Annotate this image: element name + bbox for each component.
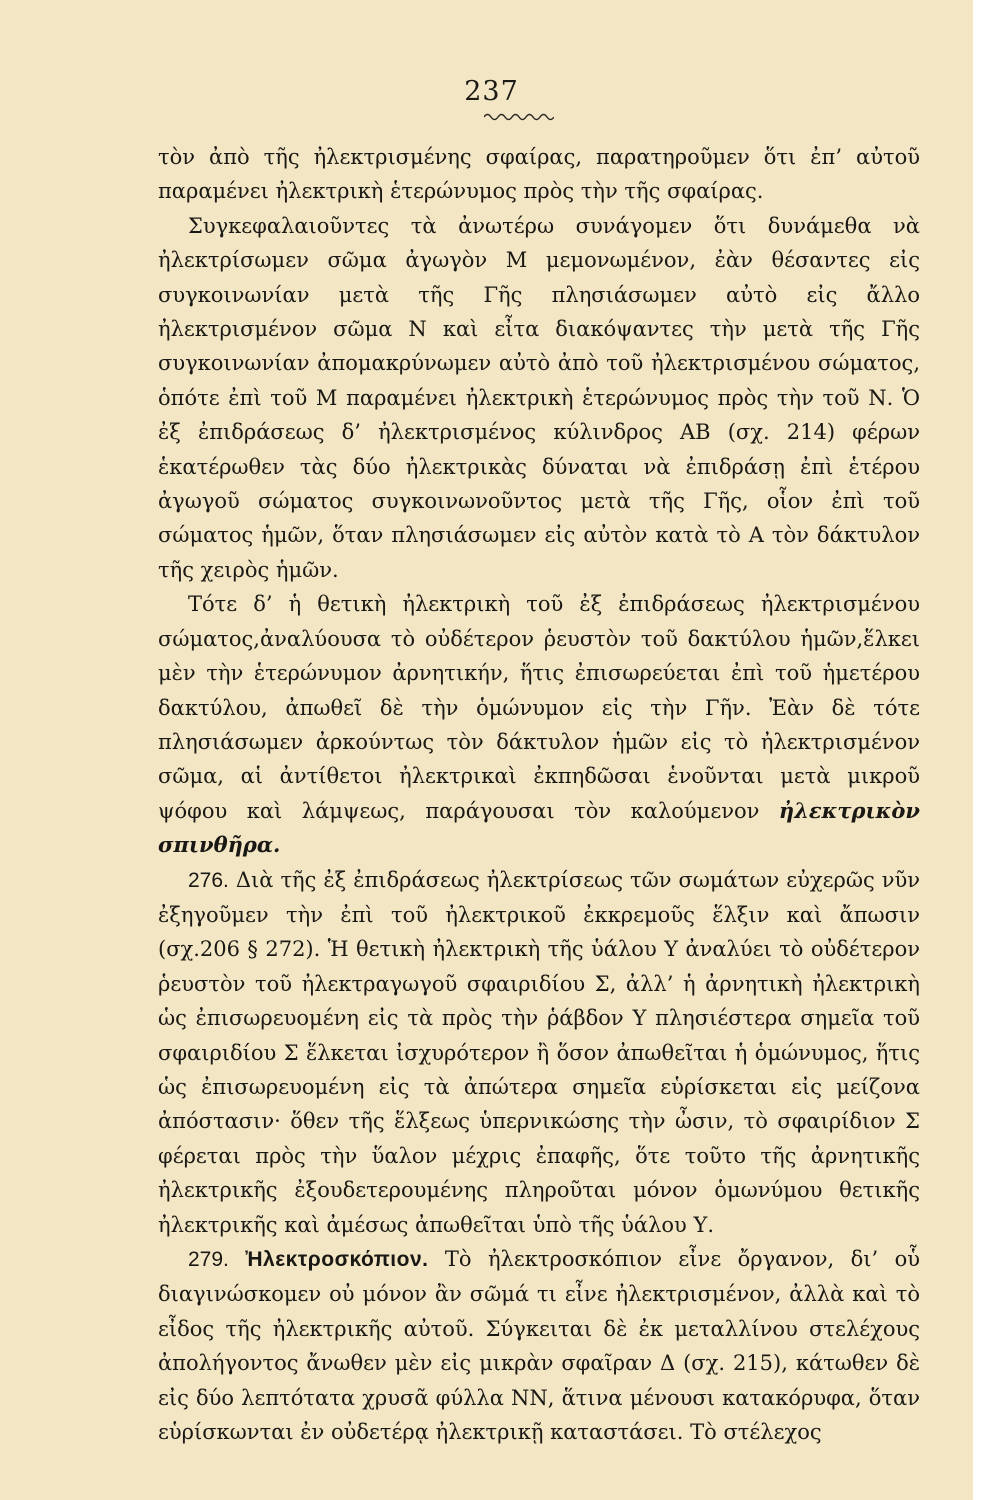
body-text <box>158 140 920 1449</box>
paragraph-text: Τὸ ἠλεκτροσκόπιον εἶνε ὄργανον, δι’ οὗ διαγινώσκομεν οὐ μόνον ἂν σῶμά τι εἶνε ἠλεκτρισμένον, ἀλλὰ καὶ τὸ εἶδος τῆς ἠλεκτρικῆς αὐτοῦ. Σύγκειται δὲ ἐκ μεταλλίνου στελέχους ἀπολήγοντος ἄνωθεν μὲν εἰς μικρὰν σφαῖραν Δ (σχ. 215), κάτωθεν δὲ εἰς δύο λεπτότατα χρυσᾶ φύλλα ΝΝ, ἅτινα μένουσι κατακόρυφα, ὅταν εὑρίσκωνται ἐν οὐδετέρᾳ ἠλεκτρικῇ καταστάσει. Τὸ στέλεχος <box>158 1247 920 1445</box>
paragraph <box>158 1242 920 1449</box>
paragraph-text: Διὰ τῆς ἐξ ἐπιδράσεως ἠλεκτρίσεως τῶν σωμάτων εὐχερῶς νῦν ἐξηγοῦμεν τὴν ἐπὶ τοῦ ἠλεκτρικοῦ ἐκκρεμοῦς ἕλξιν καὶ ἄπωσιν (σχ.206 § 272). Ἡ θετικὴ ἠλεκτρικὴ τῆς ὑάλου Υ ἀναλύει τὸ οὐδέτερον ῥευστὸν τοῦ ἠλεκτραγωγοῦ σφαιριδίου Σ, ἀλλ’ ἡ ἀρνητικὴ ἠλεκτρικὴ ὡς ἐπισωρευομένη εἰς τὰ πρὸς τὴν ῥάβδον Υ πλησιέστερα σημεῖα τοῦ σφαιριδίου Σ ἕλκεται ἰσχυρότερον ἢ ὅσον ἀπωθεῖται ἡ ὁμώνυμος, ἥτις ὡς ἐπισωρευομένη εἰς τὰ ἀπώτερα σημεῖα εὑρίσκεται εἰς μείζονα ἀπόστασιν· ὅθεν τῆς ἕλξεως ὑπερνικώσης τὴν ὦσιν, τὸ σφαιρίδιον Σ φέρεται πρὸς τὴν ὕαλον μέχρις ἐπαφῆς, ὅτε τοῦτο τῆς ἀρνητικῆς ἠλεκτρικῆς ἐξουδετερουμένης πληροῦται μόνον ὁμωνύμου θετικῆς ἠλεκτρικῆς καὶ ἀμέσως ἀπωθεῖται ὑπὸ τῆς ὑάλου Υ. <box>158 867 920 1237</box>
paragraph <box>158 140 920 209</box>
paragraph <box>158 209 920 587</box>
paragraph <box>158 587 920 862</box>
section-title: Ἠλεκτροσκόπιον. <box>245 1248 429 1271</box>
paragraph-text: Τότε δ’ ἡ θετικὴ ἠλεκτρικὴ τοῦ ἐξ ἐπιδράσεως ἠλεκτρισμένου σώματος,ἀναλύουσα τὸ οὐδέτερον ῥευστὸν τοῦ δακτύλου ἡμῶν,ἕλκει μὲν τὴν ἑτερώνυμον ἀρνητικήν, ἥτις ἐπισωρεύεται ἐπὶ τοῦ ἡμετέρου δακτύλου, ἀπωθεῖ δὲ τὴν ὁμώνυμον εἰς τὴν Γῆν. Ἐὰν δὲ τότε πλησιάσωμεν ἀρκούντως τὸν δάκτυλον ἡμῶν εἰς τὸ ἠλεκτρισμένον σῶμα, αἱ ἀντίθετοι ἠλεκτρικαὶ ἐκπηδῶσαι ἑνοῦνται μετὰ μικροῦ ψόφου καὶ λάμψεως, παράγουσαι τὸν καλούμενον <box>158 592 920 823</box>
page-edge <box>973 0 983 1500</box>
section-number: 279. <box>188 1248 229 1271</box>
emphasized-term: ἠλεκτρικὸν σπινθῆρα. <box>158 797 920 858</box>
paragraph-text: τὸν ἀπὸ τῆς ἠλεκτρισμένης σφαίρας, παρατηροῦμεν ὅτι ἐπ’ αὐτοῦ παραμένει ἠλεκτρικὴ ἑτερώνυμος πρὸς τὴν τῆς σφαίρας. <box>158 145 920 204</box>
paragraph <box>158 863 920 1242</box>
wavy-rule-icon <box>484 112 554 122</box>
page-number: 237 <box>464 76 519 107</box>
paragraph-text: Συγκεφαλαιοῦντες τὰ ἀνωτέρω συνάγομεν ὅτι δυνάμεθα νὰ ἠλεκτρίσωμεν σῶμα ἀγωγὸν Μ μεμονωμένον, ἐὰν θέσαντες εἰς συγκοινωνίαν μετὰ τῆς Γῆς πλησιάσωμεν αὐτὸ εἰς ἄλλο ἠλεκτρισμένον σῶμα Ν καὶ εἶτα διακόψαντες τὴν μετὰ τῆς Γῆς συγκοινωνίαν ἀπομακρύνωμεν αὐτὸ ἀπὸ τοῦ ἠλεκτρισμένου σώματος, ὁπότε ἐπὶ τοῦ Μ παραμένει ἠλεκτρικὴ ἑτερώνυμος πρὸς τὴν τοῦ Ν. Ὁ ἐξ ἐπιδράσεως δ’ ἠλεκτρισμένος κύλινδρος ΑΒ (σχ. 214) φέρων ἑκατέρωθεν τὰς δύο ἠλεκτρικὰς δύναται νὰ ἐπιδράσῃ ἐπὶ ἑτέρου ἀγωγοῦ σώματος συγκοινωνοῦντος μετὰ τῆς Γῆς, οἷον ἐπὶ τοῦ σώματος ἡμῶν, ὅταν πλησιάσωμεν εἰς αὐτὸν κατὰ τὸ Α τὸν δάκτυλον τῆς χειρὸς ἡμῶν. <box>158 213 920 582</box>
section-number: 276. <box>188 868 229 892</box>
